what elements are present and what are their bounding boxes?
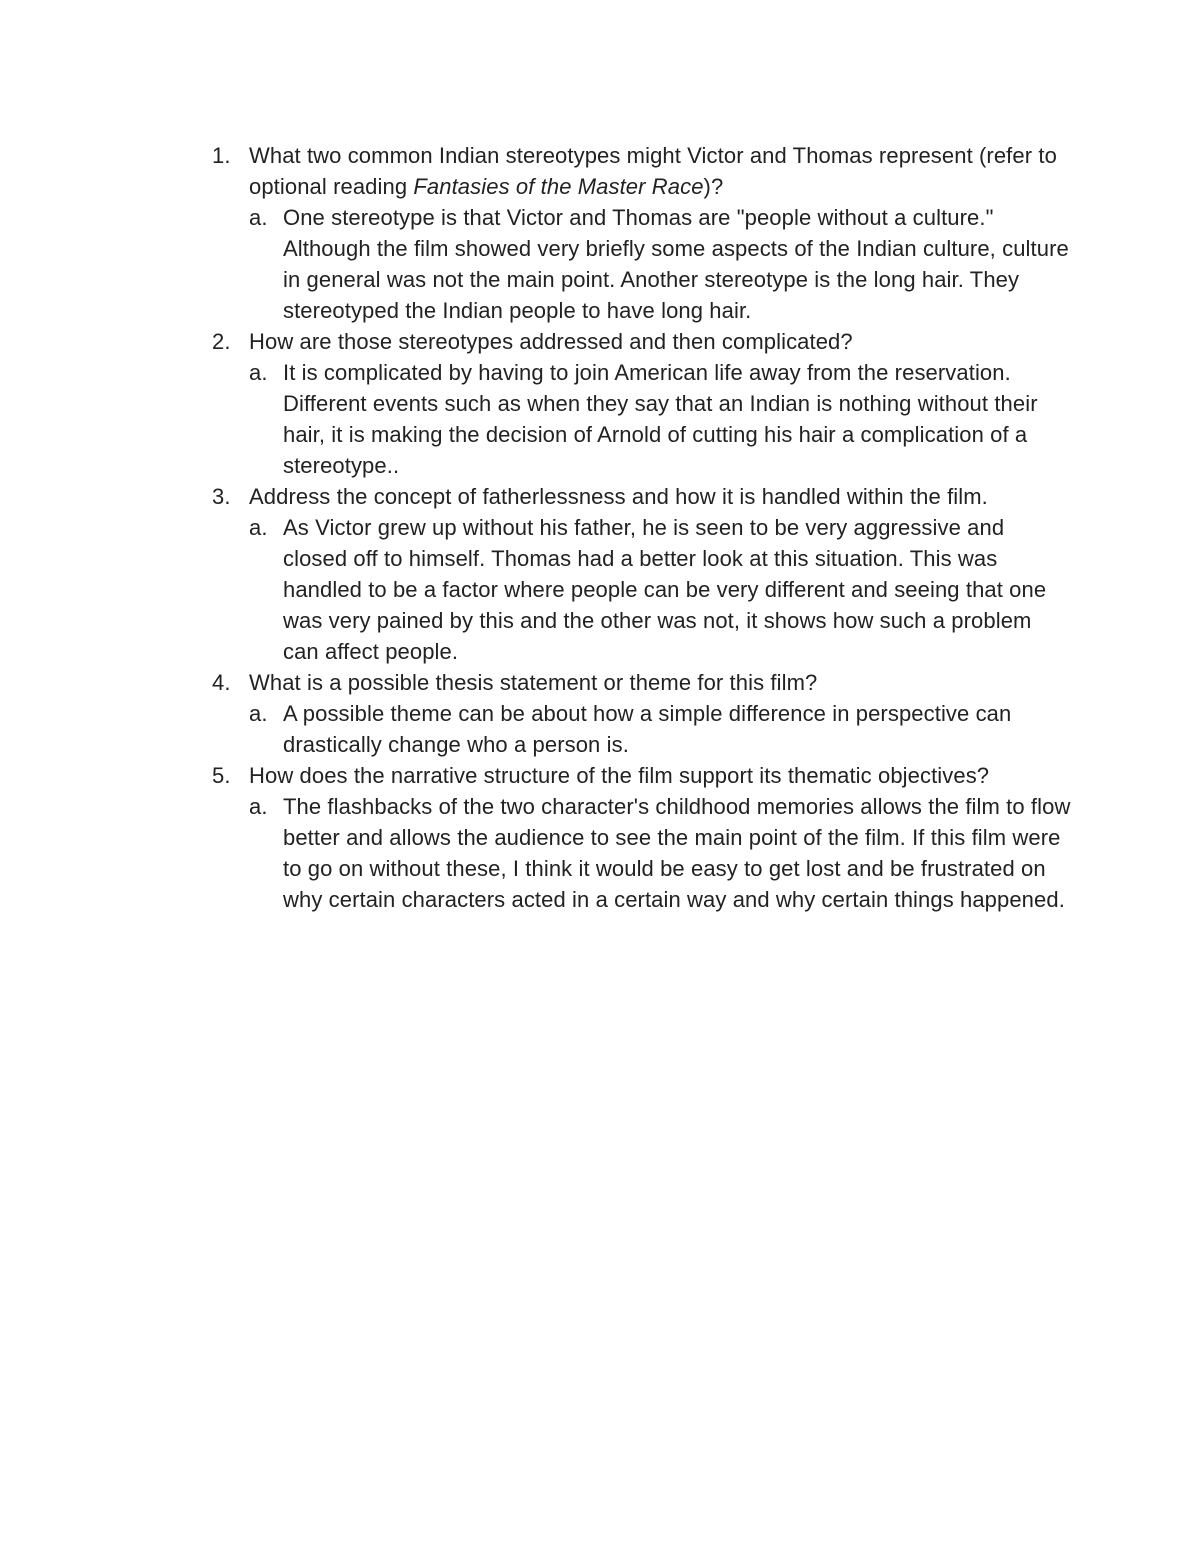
answer-letter: a. (249, 515, 268, 540)
question-text: Address the concept of fatherlessness and how it is handled within the film. (249, 484, 988, 509)
question-text-part: )? (703, 174, 724, 199)
answer-list (249, 791, 1072, 915)
answer-letter: a. (249, 360, 268, 385)
answer-list (249, 357, 1072, 481)
question-item-3 (212, 481, 1072, 667)
answer-item (249, 698, 1072, 760)
answer-letter: a. (249, 205, 268, 230)
question-number: 2. (212, 329, 231, 354)
answer-letter: a. (249, 701, 268, 726)
question-list (212, 140, 1072, 915)
answer-item (249, 202, 1072, 326)
question-number: 5. (212, 763, 231, 788)
question-number: 4. (212, 670, 231, 695)
answer-item (249, 791, 1072, 915)
answer-text: The flashbacks of the two character's childhood memories allows the film to flow better and allows the audience to see the main point of the film. If this film were to go on without these, I think it would be easy to get lost and be frustrated on why certain characters acted in a certain way and why certain things happened. (283, 794, 1071, 912)
question-text: How does the narrative structure of the film support its thematic objectives? (249, 763, 990, 788)
question-item-1 (212, 140, 1072, 326)
question-text-part: What two common Indian stereotypes might Victor and Thomas represent (refer to optional reading (249, 143, 1057, 199)
question-number: 3. (212, 484, 231, 509)
answer-item (249, 512, 1072, 667)
answer-item (249, 357, 1072, 481)
question-text (249, 143, 1057, 199)
question-item-4 (212, 667, 1072, 760)
answer-text: A possible theme can be about how a simple difference in perspective can drastically change who a person is. (283, 701, 1012, 757)
answer-list (249, 698, 1072, 760)
reading-title: Fantasies of the Master Race (413, 174, 704, 199)
answer-text: One stereotype is that Victor and Thomas are "people without a culture." Although the film showed very briefly some aspects of the Indian culture, culture in general was not the main point. Another stereotype is the long hair. They stereotyped the Indian people to have long hair. (283, 205, 1069, 323)
answer-letter: a. (249, 794, 268, 819)
answer-list (249, 512, 1072, 667)
answer-text: It is complicated by having to join American life away from the reservation. Different events such as when they say that an Indian is nothing without their hair, it is making the decision of Arnold of cutting his hair a complication of a stereotype.. (283, 360, 1038, 478)
question-number: 1. (212, 143, 231, 168)
answer-list (249, 202, 1072, 326)
question-item-2 (212, 326, 1072, 481)
question-text: How are those stereotypes addressed and then complicated? (249, 329, 853, 354)
answer-text: As Victor grew up without his father, he is seen to be very aggressive and closed off to himself. Thomas had a better look at this situation. This was handled to be a factor where people can be very different and seeing that one was very pained by this and the other was not, it shows how such a problem can affect people. (283, 515, 1047, 664)
question-text: What is a possible thesis statement or theme for this film? (249, 670, 818, 695)
question-item-5 (212, 760, 1072, 915)
